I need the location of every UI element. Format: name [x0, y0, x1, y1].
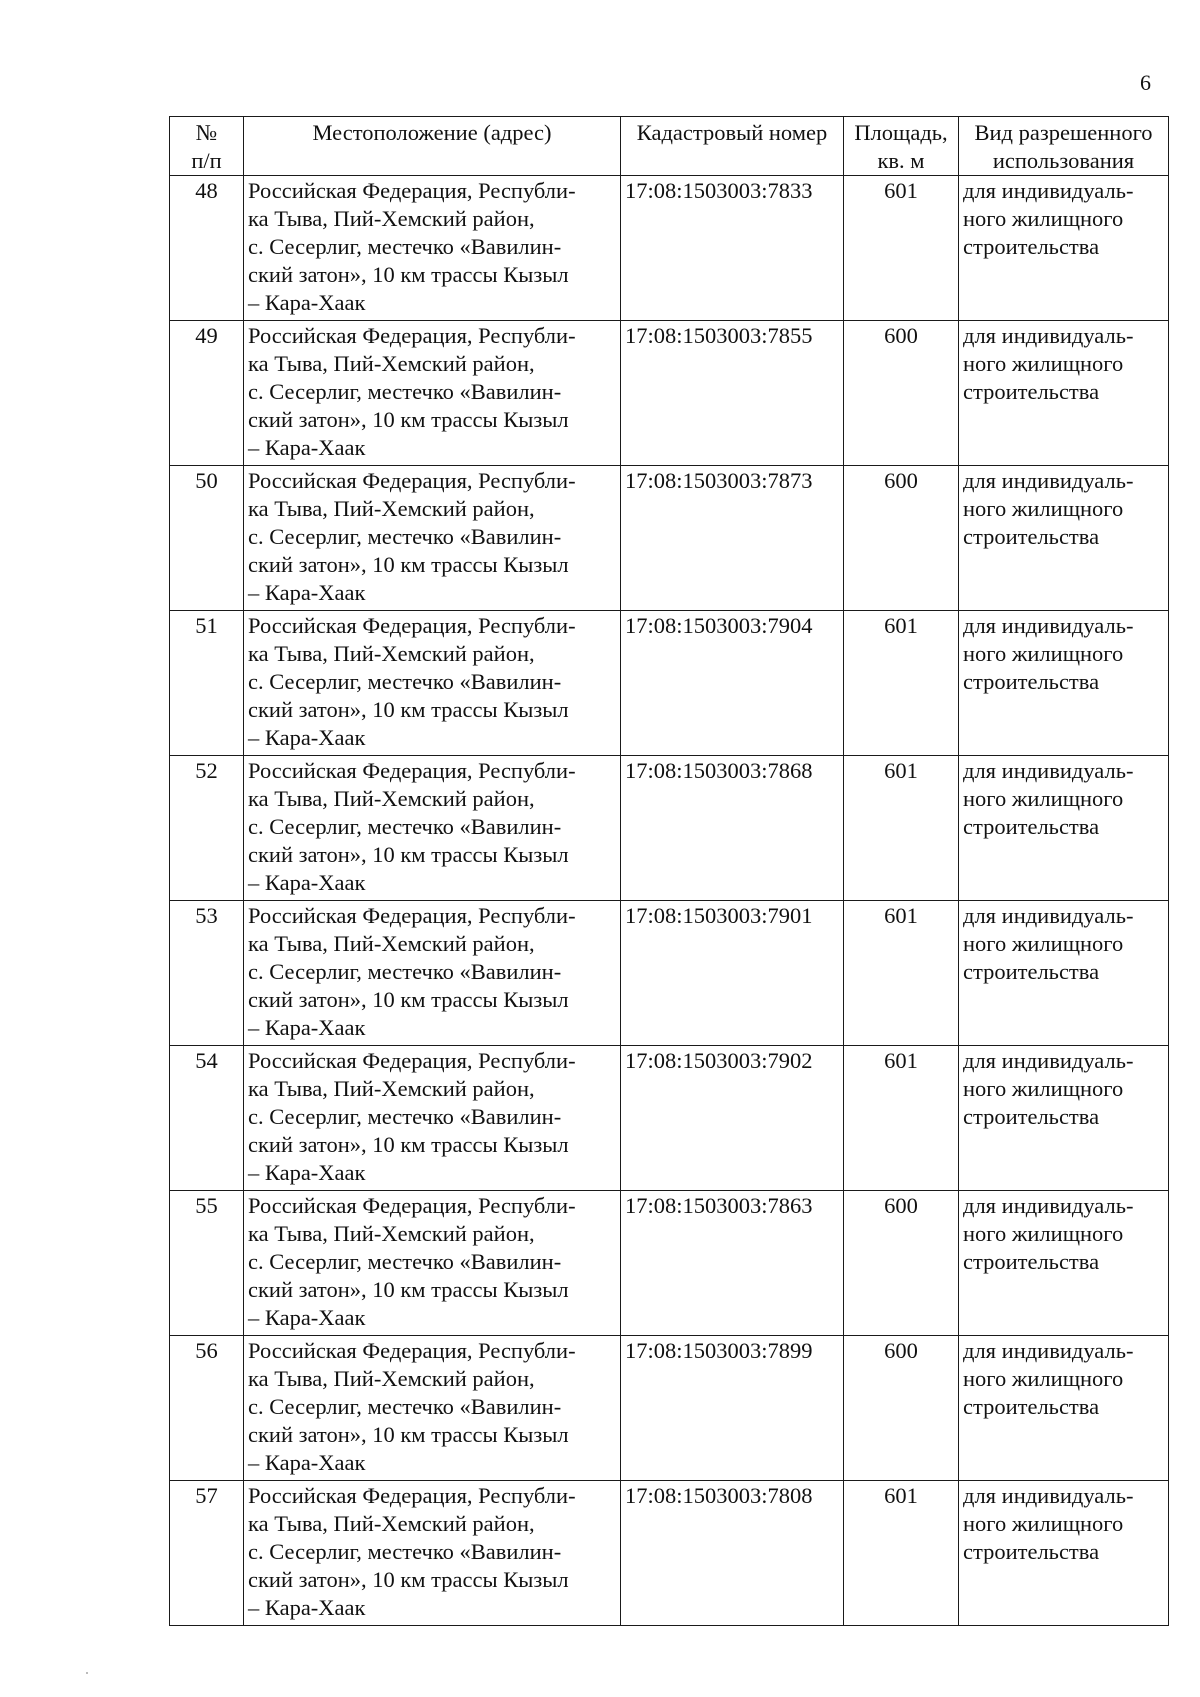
address-line: с. Сесерлиг, местечко «Вавилин-: [248, 669, 562, 694]
address-line: ский затон», 10 км трассы Кызыл: [248, 552, 569, 577]
address-line: ка Тыва, Пий-Хемский район,: [248, 351, 535, 376]
address-line: с. Сесерлиг, местечко «Вавилин-: [248, 1539, 562, 1564]
header-address-line: Местоположение (адрес): [312, 120, 552, 145]
table-row: [170, 1046, 1169, 1191]
permitted-use-line: ного жилищного: [963, 641, 1124, 666]
table-row: [170, 611, 1169, 756]
permitted-use-line: ного жилищного: [963, 1366, 1124, 1391]
table-row: [170, 901, 1169, 1046]
header-number-line: п/п: [191, 148, 222, 173]
permitted-use-line: для индивидуаль-: [963, 1338, 1134, 1363]
row-number-cell: 51: [170, 611, 244, 756]
permitted-use-line: строительства: [963, 1104, 1100, 1129]
address-line: – Кара-Хаак: [248, 1305, 366, 1330]
address-line: ка Тыва, Пий-Хемский район,: [248, 1076, 535, 1101]
address-cell: [244, 756, 621, 901]
area-cell: 601: [844, 756, 959, 901]
address-line: Российская Федерация, Республи-: [248, 1338, 576, 1363]
area-cell: 600: [844, 1336, 959, 1481]
address-line: – Кара-Хаак: [248, 1595, 366, 1620]
address-line: Российская Федерация, Республи-: [248, 178, 576, 203]
area-cell: 601: [844, 1046, 959, 1191]
address-line: ка Тыва, Пий-Хемский район,: [248, 206, 535, 231]
permitted-use-line: ного жилищного: [963, 1221, 1124, 1246]
area-cell: 601: [844, 176, 959, 321]
address-line: ка Тыва, Пий-Хемский район,: [248, 786, 535, 811]
address-cell: [244, 321, 621, 466]
permitted-use-line: для индивидуаль-: [963, 1048, 1134, 1073]
permitted-use-cell: [959, 1481, 1169, 1626]
header-address: [244, 117, 621, 176]
row-number-cell: 48: [170, 176, 244, 321]
area-cell: 600: [844, 466, 959, 611]
address-line: Российская Федерация, Республи-: [248, 1483, 576, 1508]
address-line: ский затон», 10 км трассы Кызыл: [248, 1132, 569, 1157]
permitted-use-cell: [959, 1191, 1169, 1336]
table-row: [170, 321, 1169, 466]
address-line: с. Сесерлиг, местечко «Вавилин-: [248, 1104, 562, 1129]
permitted-use-line: для индивидуаль-: [963, 1193, 1134, 1218]
address-cell: [244, 1191, 621, 1336]
permitted-use-line: ного жилищного: [963, 496, 1124, 521]
address-cell: [244, 1046, 621, 1191]
address-line: ский затон», 10 км трассы Кызыл: [248, 407, 569, 432]
table-row: [170, 756, 1169, 901]
address-line: ка Тыва, Пий-Хемский район,: [248, 496, 535, 521]
address-cell: [244, 176, 621, 321]
row-number-cell: 56: [170, 1336, 244, 1481]
address-line: с. Сесерлиг, местечко «Вавилин-: [248, 524, 562, 549]
header-cadastral-line: Кадастровый номер: [636, 120, 828, 145]
cadastral-number-cell: 17:08:1503003:7901: [621, 901, 844, 1046]
cadastral-number-cell: 17:08:1503003:7873: [621, 466, 844, 611]
cadastral-number-cell: 17:08:1503003:7808: [621, 1481, 844, 1626]
permitted-use-line: для индивидуаль-: [963, 758, 1134, 783]
address-cell: [244, 1481, 621, 1626]
permitted-use-cell: [959, 611, 1169, 756]
permitted-use-cell: [959, 321, 1169, 466]
address-line: ка Тыва, Пий-Хемский район,: [248, 931, 535, 956]
address-line: с. Сесерлиг, местечко «Вавилин-: [248, 234, 562, 259]
cadastral-number-cell: 17:08:1503003:7899: [621, 1336, 844, 1481]
permitted-use-line: ного жилищного: [963, 1511, 1124, 1536]
header-cadastral-number: [621, 117, 844, 176]
address-line: Российская Федерация, Республи-: [248, 1048, 576, 1073]
table-body: [170, 176, 1169, 1626]
table-row: [170, 1336, 1169, 1481]
permitted-use-line: ного жилищного: [963, 206, 1124, 231]
area-cell: 601: [844, 1481, 959, 1626]
permitted-use-line: для индивидуаль-: [963, 468, 1134, 493]
address-line: – Кара-Хаак: [248, 870, 366, 895]
permitted-use-line: для индивидуаль-: [963, 178, 1134, 203]
permitted-use-line: строительства: [963, 379, 1100, 404]
permitted-use-line: для индивидуаль-: [963, 613, 1134, 638]
header-row: [170, 117, 1169, 176]
cadastral-number-cell: 17:08:1503003:7833: [621, 176, 844, 321]
row-number-cell: 50: [170, 466, 244, 611]
address-cell: [244, 611, 621, 756]
cadastral-number-cell: 17:08:1503003:7902: [621, 1046, 844, 1191]
permitted-use-cell: [959, 901, 1169, 1046]
scan-speck: [86, 1672, 88, 1674]
cadastral-number-cell: 17:08:1503003:7904: [621, 611, 844, 756]
table-row: [170, 176, 1169, 321]
header-permitted-use: [959, 117, 1169, 176]
address-line: – Кара-Хаак: [248, 725, 366, 750]
address-cell: [244, 1336, 621, 1481]
address-line: – Кара-Хаак: [248, 1015, 366, 1040]
address-line: ский затон», 10 км трассы Кызыл: [248, 1422, 569, 1447]
table-row: [170, 1191, 1169, 1336]
address-line: ский затон», 10 км трассы Кызыл: [248, 987, 569, 1012]
permitted-use-cell: [959, 756, 1169, 901]
address-line: – Кара-Хаак: [248, 1160, 366, 1185]
permitted-use-cell: [959, 1046, 1169, 1191]
address-line: ский затон», 10 км трассы Кызыл: [248, 1277, 569, 1302]
page-number: 6: [1140, 70, 1151, 95]
address-line: ский затон», 10 км трассы Кызыл: [248, 842, 569, 867]
address-line: ка Тыва, Пий-Хемский район,: [248, 1511, 535, 1536]
address-line: ский затон», 10 км трассы Кызыл: [248, 697, 569, 722]
row-number-cell: 54: [170, 1046, 244, 1191]
permitted-use-line: для индивидуаль-: [963, 323, 1134, 348]
address-line: ский затон», 10 км трассы Кызыл: [248, 262, 569, 287]
address-line: Российская Федерация, Республи-: [248, 323, 576, 348]
permitted-use-cell: [959, 466, 1169, 611]
permitted-use-line: для индивидуаль-: [963, 1483, 1134, 1508]
header-area: [844, 117, 959, 176]
permitted-use-line: строительства: [963, 1394, 1100, 1419]
address-line: с. Сесерлиг, местечко «Вавилин-: [248, 379, 562, 404]
address-line: – Кара-Хаак: [248, 435, 366, 460]
row-number-cell: 53: [170, 901, 244, 1046]
header-use-line: использования: [992, 148, 1135, 173]
header-number: [170, 117, 244, 176]
permitted-use-cell: [959, 176, 1169, 321]
address-line: с. Сесерлиг, местечко «Вавилин-: [248, 1394, 562, 1419]
address-line: с. Сесерлиг, местечко «Вавилин-: [248, 959, 562, 984]
area-cell: 601: [844, 611, 959, 756]
address-line: Российская Федерация, Республи-: [248, 758, 576, 783]
permitted-use-line: строительства: [963, 1249, 1100, 1274]
cadastral-number-cell: 17:08:1503003:7855: [621, 321, 844, 466]
permitted-use-line: ного жилищного: [963, 1076, 1124, 1101]
header-number-line: №: [195, 120, 218, 145]
table-row: [170, 1481, 1169, 1626]
address-line: – Кара-Хаак: [248, 580, 366, 605]
address-cell: [244, 901, 621, 1046]
permitted-use-line: строительства: [963, 524, 1100, 549]
header-area-line: кв. м: [877, 148, 925, 173]
address-line: Российская Федерация, Республи-: [248, 903, 576, 928]
table-row: [170, 466, 1169, 611]
row-number-cell: 49: [170, 321, 244, 466]
land-plots-table: [169, 116, 1169, 1626]
address-line: ка Тыва, Пий-Хемский район,: [248, 641, 535, 666]
address-cell: [244, 466, 621, 611]
cadastral-number-cell: 17:08:1503003:7863: [621, 1191, 844, 1336]
permitted-use-line: строительства: [963, 1539, 1100, 1564]
row-number-cell: 52: [170, 756, 244, 901]
permitted-use-cell: [959, 1336, 1169, 1481]
permitted-use-line: строительства: [963, 814, 1100, 839]
area-cell: 600: [844, 1191, 959, 1336]
address-line: с. Сесерлиг, местечко «Вавилин-: [248, 814, 562, 839]
area-cell: 600: [844, 321, 959, 466]
address-line: Российская Федерация, Республи-: [248, 1193, 576, 1218]
address-line: – Кара-Хаак: [248, 290, 366, 315]
permitted-use-line: ного жилищного: [963, 786, 1124, 811]
address-line: Российская Федерация, Республи-: [248, 613, 576, 638]
permitted-use-line: ного жилищного: [963, 931, 1124, 956]
address-line: ский затон», 10 км трассы Кызыл: [248, 1567, 569, 1592]
area-cell: 601: [844, 901, 959, 1046]
cadastral-number-cell: 17:08:1503003:7868: [621, 756, 844, 901]
row-number-cell: 55: [170, 1191, 244, 1336]
header-area-line: Площадь,: [854, 120, 948, 145]
address-line: – Кара-Хаак: [248, 1450, 366, 1475]
address-line: Российская Федерация, Республи-: [248, 468, 576, 493]
header-use-line: Вид разрешенного: [974, 120, 1153, 145]
permitted-use-line: строительства: [963, 959, 1100, 984]
address-line: ка Тыва, Пий-Хемский район,: [248, 1366, 535, 1391]
permitted-use-line: ного жилищного: [963, 351, 1124, 376]
table-header: [170, 117, 1169, 176]
address-line: с. Сесерлиг, местечко «Вавилин-: [248, 1249, 562, 1274]
permitted-use-line: строительства: [963, 669, 1100, 694]
permitted-use-line: строительства: [963, 234, 1100, 259]
permitted-use-line: для индивидуаль-: [963, 903, 1134, 928]
row-number-cell: 57: [170, 1481, 244, 1626]
address-line: ка Тыва, Пий-Хемский район,: [248, 1221, 535, 1246]
